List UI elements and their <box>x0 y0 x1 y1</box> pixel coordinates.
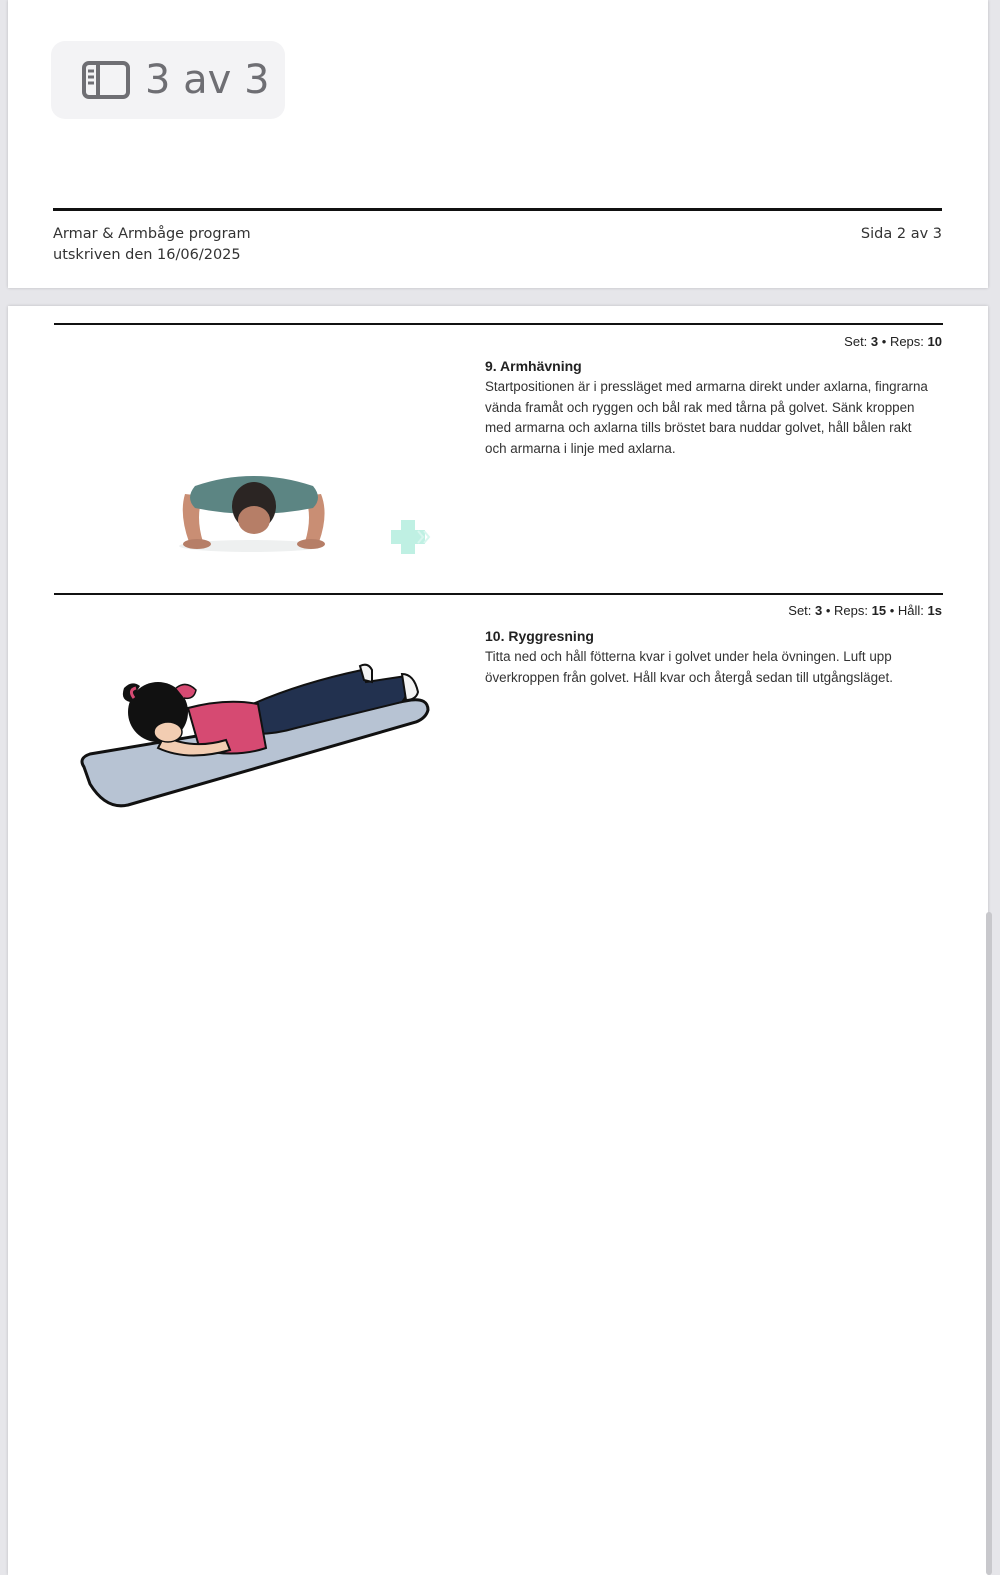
footer-divider <box>53 208 942 211</box>
page-number: Sida 2 av 3 <box>860 226 942 242</box>
pdf-page-previous <box>8 0 988 288</box>
exercise-description: Startpositionen är i pressläget med armarna direkt under axlarna, fingrarna vända framåt och ryggen och bål rak med tårna på golvet. Sänk kroppen med armarna och axlarna tills bröstet bara nuddar golvet, håll bålen rakt och armarna i linje med axlarna. <box>485 379 928 456</box>
exercise-title: 9. Armhävning <box>485 358 582 374</box>
push-up-illustration <box>173 464 433 559</box>
printed-date: utskriven den 16/06/2025 <box>53 247 241 263</box>
exercise-stats: Set: 3 • Reps: 15 • Håll: 1s <box>788 603 942 618</box>
back-extension-illustration <box>76 662 436 812</box>
page-indicator[interactable] <box>51 41 285 119</box>
program-title: Armar & Armbåge program <box>53 226 251 242</box>
exercise-stats: Set: 3 • Reps: 10 <box>844 334 942 349</box>
page-indicator-text: 3 av 3 <box>145 57 270 103</box>
exercise-title: 10. Ryggresning <box>485 628 594 644</box>
footer-info <box>53 224 251 266</box>
sidebar-icon <box>81 60 131 100</box>
watermark-logo-icon <box>391 520 429 554</box>
pdf-page-current <box>8 306 988 1575</box>
vertical-scrollbar[interactable] <box>986 912 992 1575</box>
exercise-divider <box>54 323 943 325</box>
exercise-description: Titta ned och håll fötterna kvar i golvet under hela övningen. Luft upp överkroppen från golvet. Håll kvar och återgå sedan till utgångsläget. <box>485 649 893 685</box>
exercise-divider <box>54 593 943 595</box>
